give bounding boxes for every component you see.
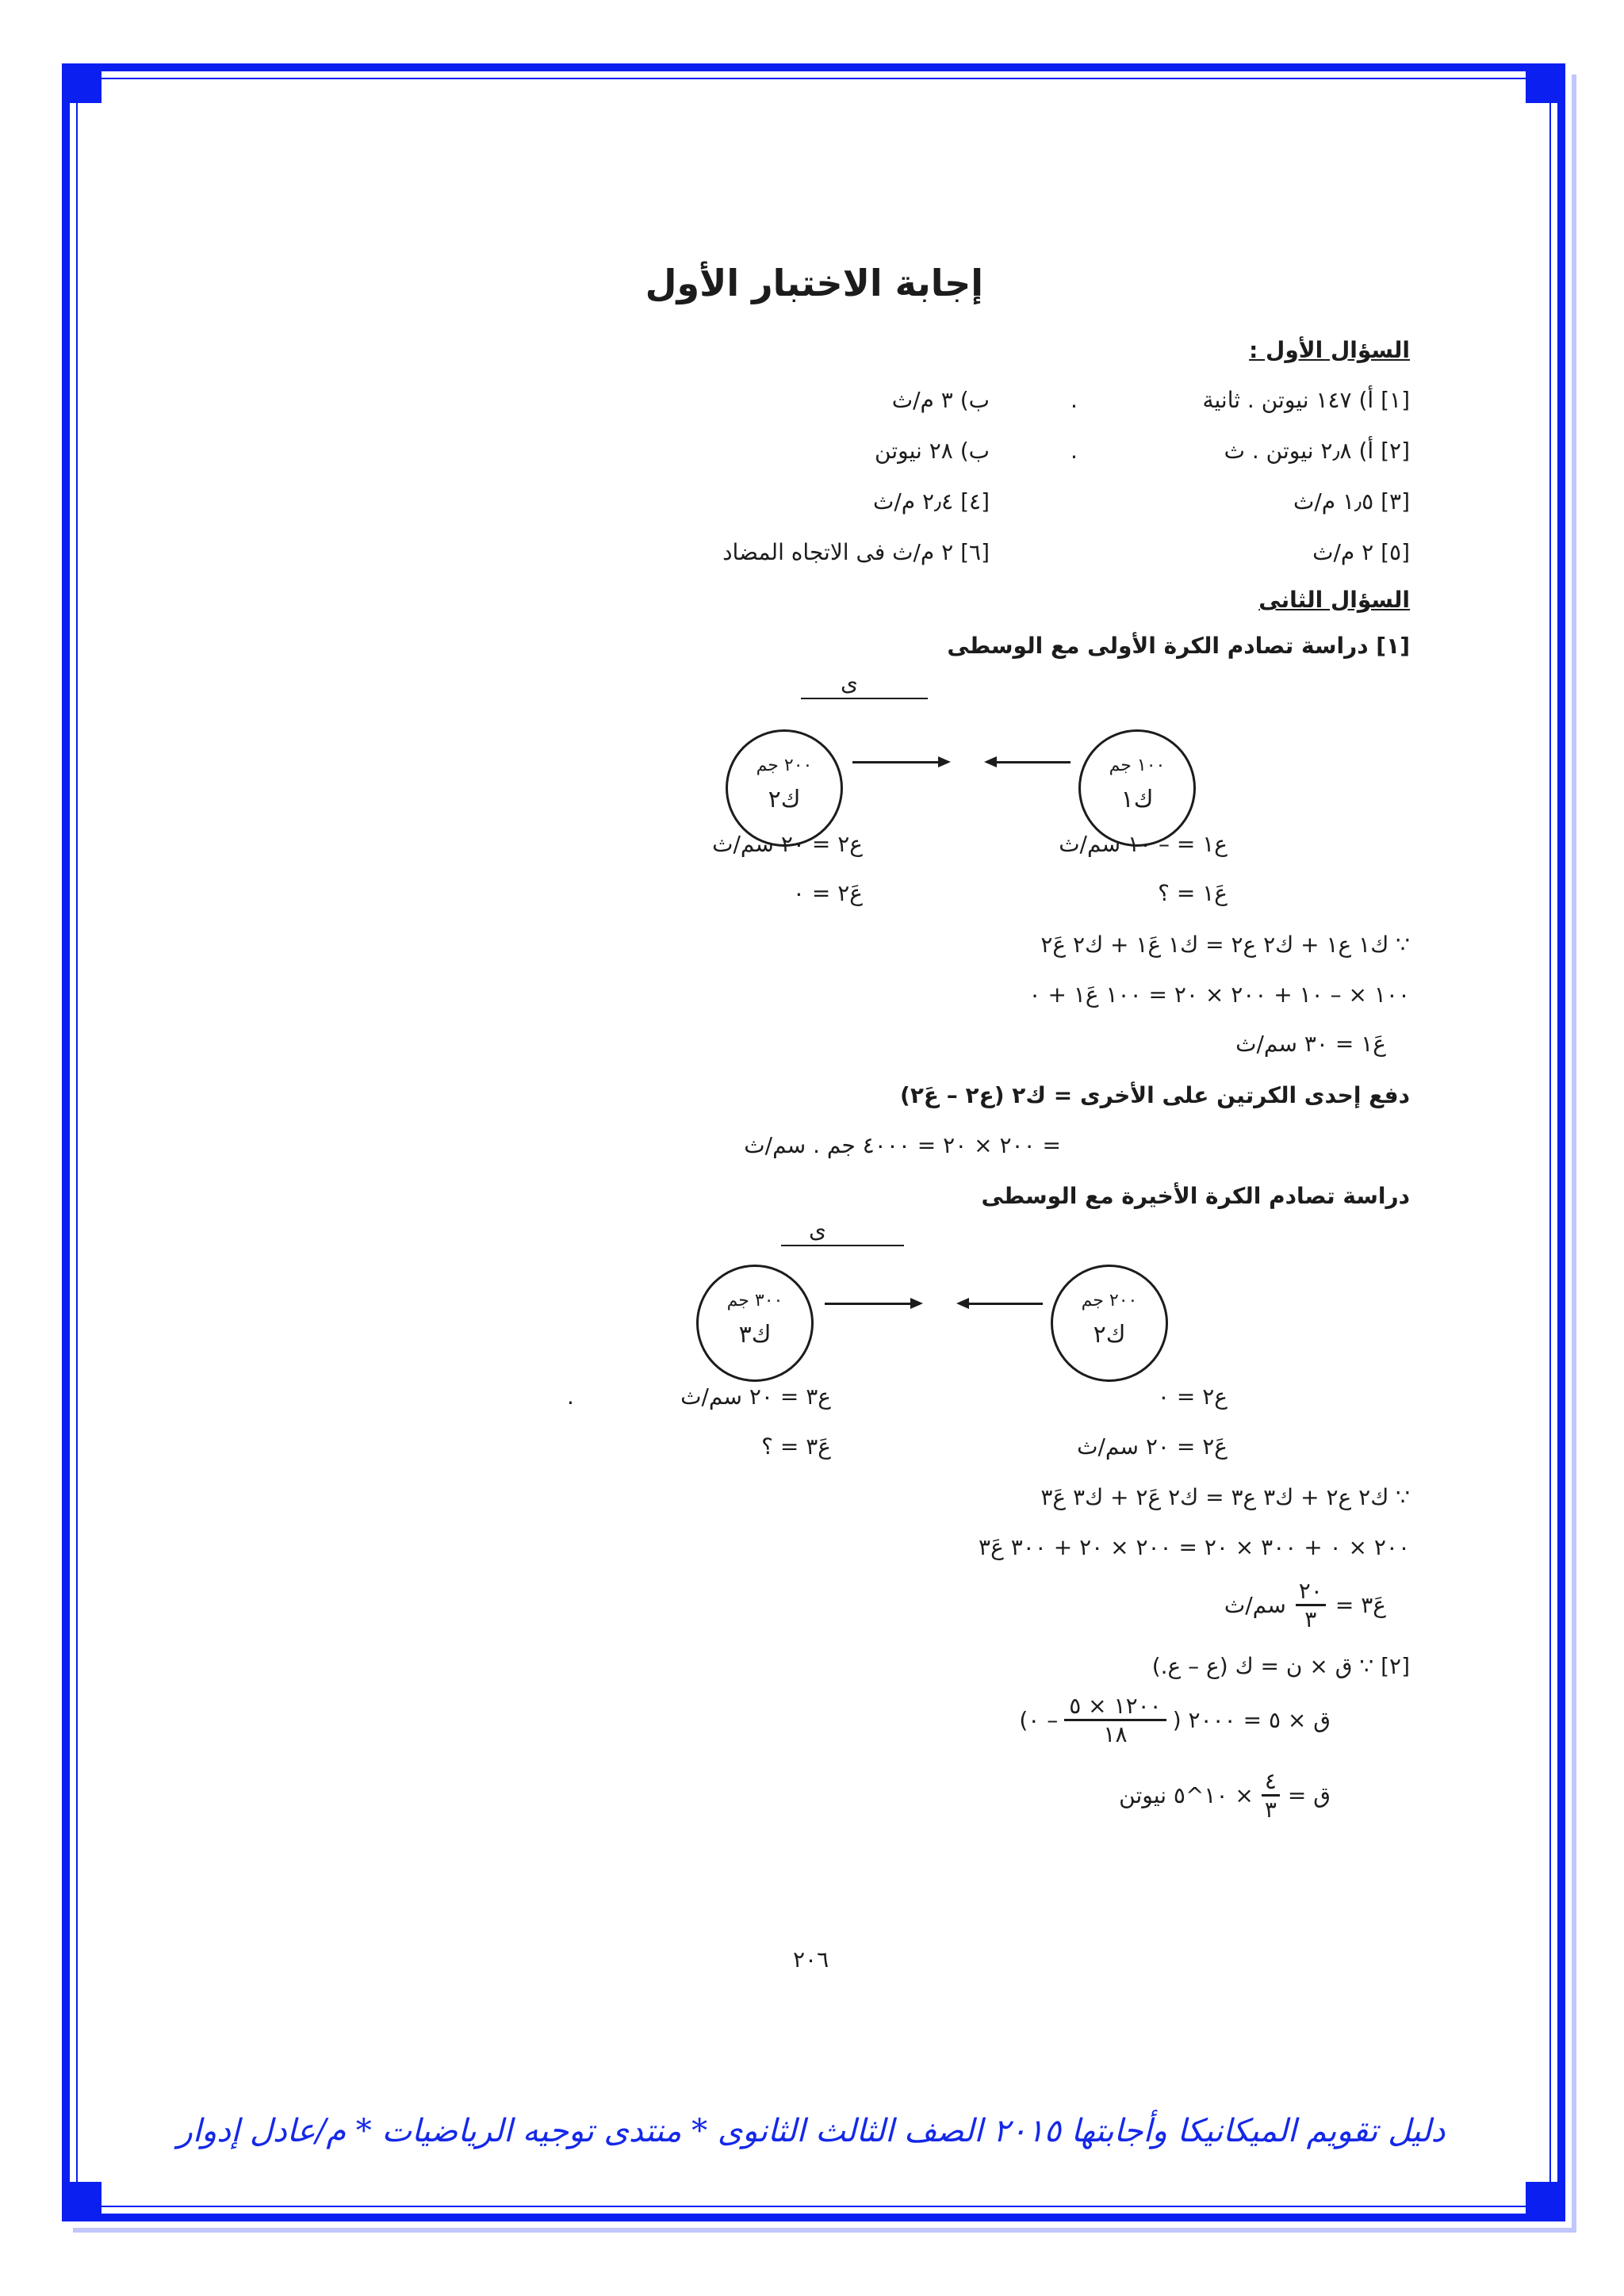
fraction — [1296, 1578, 1326, 1632]
ball-label: ك٢ — [1093, 1321, 1126, 1349]
velocity-v2: ع٢ = ٢٠ سم/ث — [712, 831, 863, 857]
q1-answer-2a: [٢] أ) ٢٫٨ نيوتن . ث — [1224, 438, 1410, 464]
fraction — [1064, 1693, 1166, 1747]
frame-corner — [1526, 63, 1565, 103]
right-arrow — [852, 761, 948, 763]
page-title: إجابة الاختبار الأول — [645, 262, 983, 304]
right-arrow — [825, 1303, 920, 1305]
denominator: ٣ — [1304, 1606, 1317, 1632]
velocity-v1-final: ع١َ = ؟ — [1158, 880, 1228, 906]
velocity-v1: ع١ = – ١٠ سم/ث — [1059, 831, 1228, 857]
momentum-equation: ∵ ك٢ ع٢ + ك٣ ع٣ = ك٢ ع٢َ + ك٣ ع٣َ — [1040, 1484, 1410, 1510]
direction-line — [801, 698, 928, 699]
ball-label: ك٣ — [738, 1321, 772, 1349]
numerator: ٢٠ — [1296, 1578, 1326, 1606]
numerator: ٤ — [1262, 1768, 1280, 1797]
q1-heading: السؤال الأول : — [1249, 337, 1410, 363]
q1-answer-4: [٤] ٢٫٤ م/ث — [872, 488, 990, 515]
separator-dot: . — [1071, 387, 1078, 413]
separator-dot: . — [1071, 438, 1078, 464]
ball-mass: ١٠٠ جم — [1109, 756, 1166, 775]
frame-corner — [1526, 2182, 1565, 2221]
velocity-v2-final: ع٢َ = ٠ — [792, 880, 863, 906]
footer-text: دليل تقويم الميكانيكا وأجابتها ٢٠١٥ الصف الثالث الثانوى * منتدى توجيه الرياضيات * م/عادل إدوار — [177, 2113, 1446, 2149]
impulse-definition: دفع إحدى الكرتين على الأخرى = ك٢ (ع٢ – ع٢َ) — [900, 1082, 1410, 1108]
velocity-v3-final: ع٣َ = ؟ — [761, 1433, 831, 1460]
ball-label: ك١ — [1120, 786, 1154, 813]
left-arrow — [959, 1303, 1043, 1305]
q2-part1-intro-2: دراسة تصادم الكرة الأخيرة مع الوسطى — [981, 1183, 1410, 1209]
denominator: ٣ — [1264, 1797, 1277, 1823]
q1-answer-5: [٥] ٢ م/ث — [1312, 539, 1410, 565]
frame-corner — [62, 63, 102, 103]
result-v3-final — [1224, 1578, 1386, 1635]
expr-rhs: – ٠) — [1019, 1707, 1059, 1733]
ball-label: ك٢ — [768, 786, 801, 813]
result-v1-final: ع١َ = ٣٠ سم/ث — [1235, 1031, 1386, 1057]
direction-symbol: ى — [809, 1217, 826, 1243]
expr-lhs: ق × ٥ = ٢٠٠٠ ( — [1172, 1707, 1331, 1733]
q1-answer-1a: [١] أ) ١٤٧ نيوتن . ثانية — [1202, 387, 1410, 413]
q2-part1-intro: [١] دراسة تصادم الكرة الأولى مع الوسطى — [947, 633, 1410, 659]
direction-symbol: ى — [841, 670, 858, 696]
impulse-value: = ٢٠٠ × ٢٠ = ٤٠٠٠ جم . سم/ث — [744, 1132, 1061, 1158]
result-lhs: ق = — [1287, 1782, 1331, 1808]
ball-m2 — [1051, 1265, 1168, 1382]
q1-answer-6: [٦] ٢ م/ث فى الاتجاه المضاد — [722, 539, 990, 565]
result-lhs: ع٣َ = — [1335, 1592, 1386, 1618]
velocity-v2-final: ع٢َ = ٢٠ سم/ث — [1077, 1433, 1228, 1460]
separator-dot: . — [567, 1383, 574, 1410]
ball-m1 — [1078, 729, 1196, 847]
ball-m3 — [696, 1265, 814, 1382]
momentum-equation: ∵ ك١ ع١ + ك٢ ع٢ = ك١ ع١َ + ك٢ ع٢َ — [1040, 932, 1410, 958]
left-arrow — [987, 761, 1071, 763]
ball-m2 — [726, 729, 843, 847]
force-substitution — [1019, 1693, 1331, 1756]
denominator: ١٨ — [1103, 1721, 1128, 1747]
direction-line — [781, 1245, 904, 1246]
q1-answer-1b: ب) ٣ م/ث — [891, 387, 990, 413]
page-number: ٢٠٦ — [793, 1946, 829, 1973]
momentum-substitution: ٢٠٠ × ٠ + ٣٠٠ × ٢٠ = ٢٠٠ × ٢٠ + ٣٠٠ ع٣َ — [979, 1534, 1410, 1560]
ball-mass: ٢٠٠ جم — [1081, 1291, 1138, 1311]
q1-answer-2b: ب) ٢٨ نيوتن — [875, 438, 990, 464]
force-result — [1119, 1768, 1331, 1831]
q1-answer-3: [٣] ١٫٥ م/ث — [1293, 488, 1410, 515]
fraction — [1262, 1768, 1280, 1823]
ball-mass: ٢٠٠ جم — [756, 756, 813, 775]
momentum-substitution: ١٠٠ × – ١٠ + ٢٠٠ × ٢٠ = ١٠٠ ع١َ + ٠ — [1028, 982, 1410, 1008]
velocity-v2: ع٢ = ٠ — [1157, 1383, 1228, 1410]
ball-mass: ٣٠٠ جم — [726, 1291, 783, 1311]
impulse-equation: [٢] ∵ ق × ن = ك (ع – ع.) — [1151, 1653, 1410, 1679]
unit: سم/ث — [1224, 1592, 1286, 1618]
velocity-v3: ع٣ = ٢٠ سم/ث — [680, 1383, 831, 1410]
q2-heading: السؤال الثانى — [1258, 587, 1410, 613]
frame-corner — [62, 2182, 102, 2221]
numerator: ١٢٠٠ × ٥ — [1064, 1693, 1166, 1721]
result-rhs: × ١٠^٥ نيوتن — [1119, 1782, 1254, 1808]
